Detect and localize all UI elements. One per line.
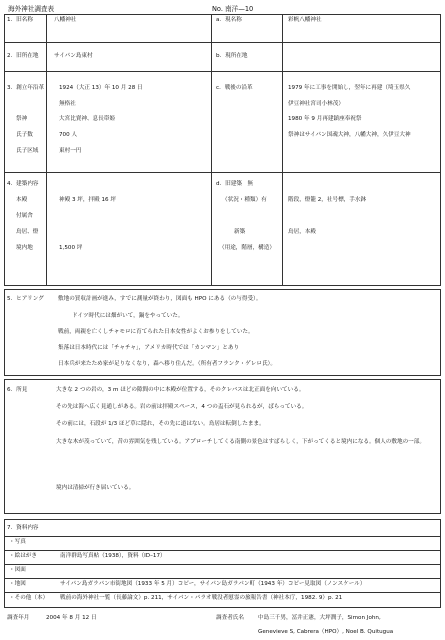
deity-value: 大宮比賣神、息長帯姫: [59, 116, 115, 122]
postwar-history-label: c．戦後の沿革: [216, 85, 253, 91]
postwar-history-line: 1980 年 9 月再建鎮座奉祝祭: [288, 116, 362, 122]
investigator-label: 調査者氏名: [216, 615, 244, 621]
current-name-label: a．現名称: [216, 17, 242, 23]
materials-label: 7．資料内容: [7, 525, 39, 531]
former-location-value: サイパン島東村: [54, 53, 93, 59]
postcard-value: 南洋群島写真帖（1938），資料（ID–17）: [60, 553, 166, 559]
parishioner-count-label: 氏子数: [16, 132, 33, 138]
main-hall-value: 神殿 3 坪，拝殿 16 坪: [59, 197, 116, 203]
postwar-history-line: 伊豆神社宮司小林茂）: [288, 101, 344, 107]
postwar-history-line: 1979 年に工事を開始し，翌年に再建（埼玉県久: [288, 85, 411, 91]
hearing-line: 日本兵が来たため家が足りなくなり，森へ移り住んだ。（所有者フランク・ゲレロ氏）。: [58, 361, 276, 367]
investigator-names: 中島三千男，冨井正憲，大坪潤子，Simon John,: [258, 615, 381, 621]
map-label: ・地図: [9, 581, 26, 587]
hearing-line: 集落は日本時代には「チャチャ」，アメリカ時代では「カンマン」とあり: [58, 345, 240, 351]
hearing-line: 戦前，両親を亡くしチャモロに育てられた日本女性がよくお参りをしていた。: [58, 329, 254, 335]
parish-area-value: 東村一円: [59, 148, 82, 154]
postcard-label: ・絵はがき: [9, 553, 37, 559]
observation-line: 大きな木が茂っていて，昔の雰囲気を残している。アプローチしてくる南側の景色はすばらしく，下がってくると境内になる。個人の敷地の一部。: [56, 439, 425, 445]
observation-label: 6．所見: [7, 387, 28, 393]
annex-label: 付属舎: [16, 213, 33, 219]
parishioner-count-value: 700 人: [59, 132, 78, 138]
deity-label: 祭神: [16, 116, 28, 122]
observation-line: 大きな 2 つの岩の，3 m ほどの隙間の中に本殿が位置する，そのクレバスは北正面を向いている。: [56, 387, 305, 393]
main-hall-label: 本殿: [16, 197, 28, 203]
founding-label: 3．創立年沿革: [7, 85, 45, 91]
shrine-rank: 無格社: [59, 101, 76, 107]
other-label: ・その他（本）: [9, 595, 49, 601]
torii-label: 鳥居、燈: [16, 229, 39, 235]
survey-date-value: 2004 年 8 月 12 日: [46, 615, 97, 621]
postwar-history-line: 祭神はサイパン国魂大神，八幡大神，久伊豆大神: [288, 132, 411, 138]
old-building-status: （状況・種類）有: [222, 197, 267, 203]
current-name-value: 彩帆八幡神社: [288, 17, 322, 23]
founding-date: 1924（大正 13）年 10 月 28 日: [59, 85, 143, 91]
parish-area-label: 氏子区域: [16, 148, 39, 154]
new-building-type: （用途，階層，構造）: [219, 245, 275, 251]
investigator-names: Genevieve S, Cabrera（HPO）, Noel B. Quitugua: [258, 629, 394, 635]
survey-title: 海外神社調査表: [8, 5, 55, 13]
observation-line: その先は海へ広く見通しがある。岩の前は拝殿スペース，4 つの盃石が見られるが，ばらっている。: [56, 404, 308, 410]
map-value: サイパン島ガラパン市街地図（1933 年 5 月）コピー，サイパン島ガラパン町（1943 年）コピー見取図（ノンスケール）: [60, 581, 366, 587]
old-building-label: d．旧建築 無: [216, 181, 254, 187]
hearing-line: 敷地の買収計画が進み，すでに測量が終わり，図面も HPO にある（の与得受）。: [58, 296, 262, 302]
new-building-value: 鳥居，本殿: [288, 229, 316, 235]
survey-number: No. 南洋—10: [212, 5, 254, 13]
former-location-label: 2．旧所在地: [7, 53, 39, 59]
drawing-label: ・図面: [9, 567, 26, 573]
observation-line: その前には，石段が 1/3 ほど草に隠れ，その先に道はない。鳥居は転倒したまま。: [56, 421, 265, 427]
new-building-label: 新築: [234, 229, 246, 235]
former-name-value: 八幡神社: [54, 17, 77, 23]
observation-line: 境内は清掃が行き届いている。: [56, 485, 135, 491]
former-name-label: 1．旧名称: [7, 17, 33, 23]
precinct-label: 境内地: [16, 245, 33, 251]
photo-label: ・写真: [9, 539, 26, 545]
hearing-label: 5．ヒアリング: [7, 296, 44, 302]
survey-date-label: 調査年月: [7, 615, 30, 621]
old-building-value: 階段，燈籠 2，社号標，手水鉢: [288, 197, 367, 203]
current-location-label: b．現所在地: [216, 53, 248, 59]
precinct-value: 1,500 坪: [59, 245, 83, 251]
building-label: 4．建築内容: [7, 181, 39, 187]
hearing-line: ドイツ時代には畑がいて，鍋をやっていた。: [72, 313, 184, 319]
other-value: 戦前の海外神社一覧（長藤論文）p. 211，サイパン・パラオ戦没者慰霊の旅報告書（神社本庁，1982. 9）p. 21: [60, 595, 343, 601]
